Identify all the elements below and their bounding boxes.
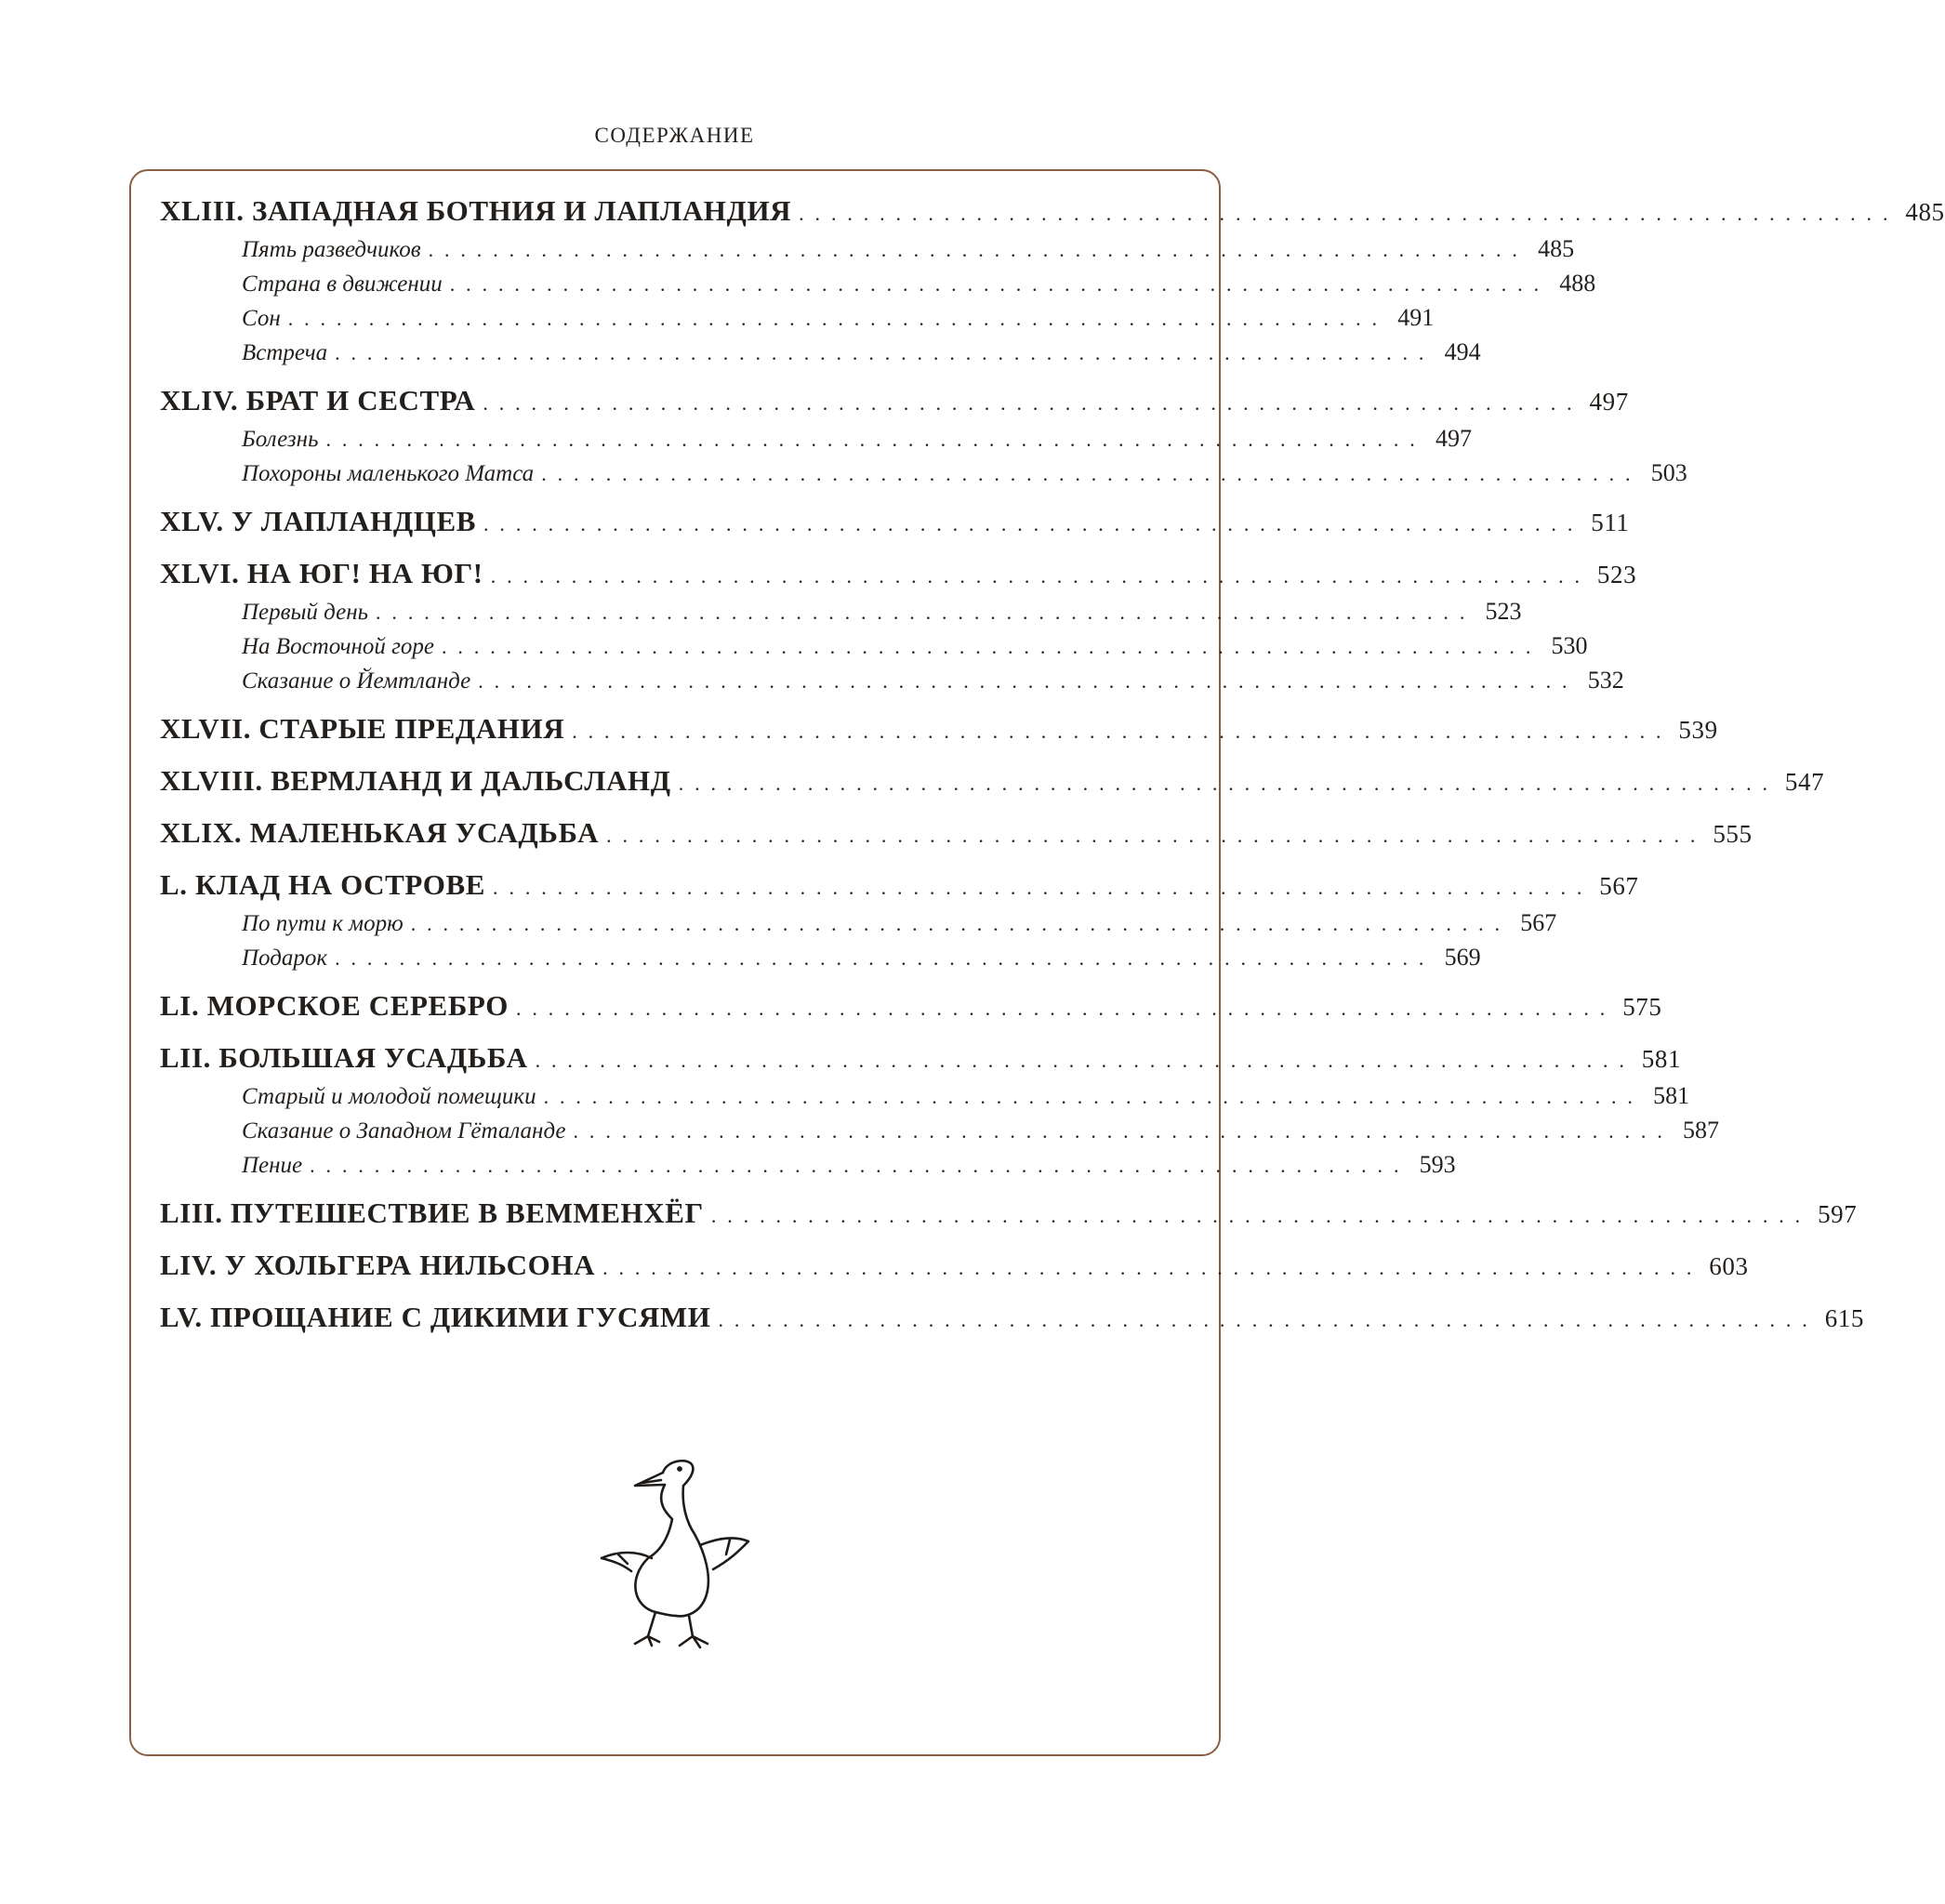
dot-leader: . . . . . . . . . . . . . . . . . . . . . . . . . . . . . . . . . . . . . . . . . . . . . . . . . . . . . . . . . . . . . . . . . . . .	[678, 772, 1771, 795]
toc-chapter-title: LII. БОЛЬШАЯ УСАДЬБА	[160, 1041, 528, 1074]
toc-subsection	[160, 456, 1687, 490]
toc-subsection-title: Похороны маленького Матса	[242, 461, 535, 486]
page-number: 597	[1818, 1200, 1858, 1228]
dot-leader: . . . . . . . . . . . . . . . . . . . . . . . . . . . . . . . . . . . . . . . . . . . . . . . . . . . . . . . . . . . . . . . . . . . .	[449, 272, 1542, 296]
toc-subsection	[160, 940, 1481, 974]
toc-chapter	[160, 553, 1637, 594]
spacer	[160, 369, 1188, 380]
page-number: 532	[1587, 667, 1624, 694]
dot-leader: . . . . . . . . . . . . . . . . . . . . . . . . . . . . . . . . . . . . . . . . . . . . . . . . . . . . . . . . . . . . . . . . . . . .	[428, 238, 1521, 261]
toc-subsection	[160, 1078, 1690, 1113]
toc-chapter	[160, 1297, 1864, 1338]
dot-leader: . . . . . . . . . . . . . . . . . . . . . . . . . . . . . . . . . . . . . . . . . . . . . . . . . . . . . . . . . . . . . . . . . . . .	[573, 1119, 1666, 1143]
dot-leader: . . . . . . . . . . . . . . . . . . . . . . . . . . . . . . . . . . . . . . . . . . . . . . . . . . . . . . . . . . . . . . . . . . . .	[287, 307, 1381, 330]
toc-chapter	[160, 985, 1662, 1026]
page-number: 530	[1551, 632, 1588, 659]
page-number: 581	[1641, 1045, 1682, 1073]
toc-subsection-title: Встреча	[242, 340, 328, 365]
toc-chapter-title: XLV. У ЛАПЛАНДЦЕВ	[160, 505, 477, 537]
toc-subsection-title: Подарок	[242, 945, 328, 971]
dot-leader: . . . . . . . . . . . . . . . . . . . . . . . . . . . . . . . . . . . . . . . . . . . . . . . . . . . . . . . . . . . . . . . . . . . .	[490, 564, 1583, 588]
page-number: 511	[1591, 509, 1630, 536]
toc-chapter	[160, 1245, 1749, 1286]
dot-leader: . . . . . . . . . . . . . . . . . . . . . . . . . . . . . . . . . . . . . . . . . . . . . . . . . . . . . . . . . . . . . . . . . . . .	[410, 912, 1503, 935]
page-number: 581	[1653, 1082, 1690, 1109]
dot-leader: . . . . . . . . . . . . . . . . . . . . . . . . . . . . . . . . . . . . . . . . . . . . . . . . . . . . . . . . . . . . . . . . . . . .	[493, 876, 1585, 899]
toc-subsection-title: Болезнь	[242, 427, 319, 452]
page-number: 485	[1905, 198, 1945, 226]
page-number: 575	[1622, 993, 1662, 1021]
toc-chapter	[160, 191, 1945, 231]
dot-leader: . . . . . . . . . . . . . . . . . . . . . . . . . . . . . . . . . . . . . . . . . . . . . . . . . . . . . . . . . . . . . . . . . . . .	[572, 720, 1664, 743]
toc-chapter-title: L. КЛАД НА ОСТРОВЕ	[160, 868, 486, 901]
table-of-contents	[160, 191, 1945, 1338]
page-number: 615	[1824, 1304, 1864, 1332]
toc-subsection-title: Сказание о Западном Гёталанде	[242, 1118, 566, 1144]
toc-chapter-title: XLVI. НА ЮГ! НА ЮГ!	[160, 557, 483, 589]
toc-subsection-title: Пять разведчиков	[242, 237, 421, 262]
dot-leader: . . . . . . . . . . . . . . . . . . . . . . . . . . . . . . . . . . . . . . . . . . . . . . . . . . . . . . . . . . . . . . . . . . . .	[335, 946, 1427, 970]
page-number: 485	[1538, 235, 1575, 262]
page-number: 547	[1784, 768, 1825, 796]
page-number: 497	[1589, 388, 1629, 416]
toc-subsection	[160, 1113, 1720, 1147]
toc-chapter	[160, 501, 1630, 542]
spacer	[160, 974, 1188, 985]
dot-leader: . . . . . . . . . . . . . . . . . . . . . . . . . . . . . . . . . . . . . . . . . . . . . . . . . . . . . . . . . . . . . . . . . . . .	[335, 341, 1427, 364]
page-number: 523	[1596, 561, 1637, 588]
toc-subsection-title: На Восточной горе	[242, 634, 435, 659]
dot-leader: . . . . . . . . . . . . . . . . . . . . . . . . . . . . . . . . . . . . . . . . . . . . . . . . . . . . . . . . . . . . . . . . . . . .	[799, 202, 1891, 225]
toc-chapter	[160, 1193, 1858, 1234]
toc-subsection	[160, 594, 1522, 628]
running-head: СОДЕРЖАНИЕ	[594, 124, 755, 147]
toc-subsection-title: Страна в движении	[242, 271, 443, 297]
toc-subsection	[160, 421, 1472, 456]
toc-chapter-title: LV. ПРОЩАНИЕ С ДИКИМИ ГУСЯМИ	[160, 1301, 711, 1333]
page-number: 491	[1397, 304, 1435, 331]
toc-subsection-title: Первый день	[242, 600, 369, 625]
spacer	[160, 490, 1188, 501]
toc-chapter-title: XLIII. ЗАПАДНАЯ БОТНИЯ И ЛАПЛАНДИЯ	[160, 194, 792, 227]
toc-subsection-title: Пение	[242, 1153, 303, 1178]
toc-chapter-title: XLIX. МАЛЕНЬКАЯ УСАДЬБА	[160, 816, 600, 849]
page-number: 488	[1559, 270, 1596, 297]
page-number: 567	[1599, 872, 1639, 900]
page-number: 494	[1444, 338, 1481, 365]
page-number: 497	[1435, 425, 1472, 452]
dot-leader: . . . . . . . . . . . . . . . . . . . . . . . . . . . . . . . . . . . . . . . . . . . . . . . . . . . . . . . . . . . . . . . . . . . .	[483, 391, 1575, 415]
toc-chapter	[160, 380, 1629, 421]
goose-illustration	[590, 1458, 786, 1658]
dot-leader: . . . . . . . . . . . . . . . . . . . . . . . . . . . . . . . . . . . . . . . . . . . . . . . . . . . . . . . . . . . . . . . . . . . .	[442, 635, 1534, 658]
toc-subsection	[160, 906, 1557, 940]
toc-subsection-title: По пути к морю	[242, 911, 404, 936]
toc-chapter-title: LIII. ПУТЕШЕСТВИЕ В ВЕММЕНХЁГ	[160, 1197, 704, 1229]
toc-chapter	[160, 813, 1753, 853]
spacer	[160, 1182, 1188, 1193]
dot-leader: . . . . . . . . . . . . . . . . . . . . . . . . . . . . . . . . . . . . . . . . . . . . . . . . . . . . . . . . . . . . . . . . . . . .	[710, 1204, 1804, 1227]
toc-subsection	[160, 335, 1481, 369]
toc-chapter-title: XLVII. СТАРЫЕ ПРЕДАНИЯ	[160, 712, 565, 745]
dot-leader: . . . . . . . . . . . . . . . . . . . . . . . . . . . . . . . . . . . . . . . . . . . . . . . . . . . . . . . . . . . . . . . . . . . .	[325, 428, 1418, 451]
dot-leader: . . . . . . . . . . . . . . . . . . . . . . . . . . . . . . . . . . . . . . . . . . . . . . . . . . . . . . . . . . . . . . . . . . . .	[606, 824, 1699, 847]
dot-leader: . . . . . . . . . . . . . . . . . . . . . . . . . . . . . . . . . . . . . . . . . . . . . . . . . . . . . . . . . . . . . . . . . . . .	[541, 462, 1634, 485]
toc-chapter-title: LIV. У ХОЛЬГЕРА НИЛЬСОНА	[160, 1249, 596, 1281]
toc-subsection-title: Сон	[242, 306, 281, 331]
toc-subsection	[160, 1147, 1456, 1182]
dot-leader: . . . . . . . . . . . . . . . . . . . . . . . . . . . . . . . . . . . . . . . . . . . . . . . . . . . . . . . . . . . . . . . . . . . .	[516, 997, 1608, 1020]
page-number: 603	[1709, 1252, 1749, 1280]
toc-chapter	[160, 865, 1639, 906]
toc-chapter	[160, 708, 1718, 749]
page-number: 567	[1520, 909, 1557, 936]
toc-subsection	[160, 300, 1435, 335]
toc-subsection	[160, 663, 1624, 697]
page-number: 593	[1419, 1151, 1456, 1178]
page-number: 523	[1485, 598, 1522, 625]
toc-chapter	[160, 760, 1825, 801]
page-number: 555	[1713, 820, 1753, 848]
toc-subsection-title: Старый и молодой помещики	[242, 1084, 536, 1109]
dot-leader: . . . . . . . . . . . . . . . . . . . . . . . . . . . . . . . . . . . . . . . . . . . . . . . . . . . . . . . . . . . . . . . . . . . .	[310, 1154, 1402, 1177]
dot-leader: . . . . . . . . . . . . . . . . . . . . . . . . . . . . . . . . . . . . . . . . . . . . . . . . . . . . . . . . . . . . . . . . . . . .	[602, 1256, 1695, 1279]
dot-leader: . . . . . . . . . . . . . . . . . . . . . . . . . . . . . . . . . . . . . . . . . . . . . . . . . . . . . . . . . . . . . . . . . . . .	[478, 669, 1570, 693]
toc-subsection	[160, 231, 1575, 266]
toc-chapter-title: XLVIII. ВЕРМЛАНД И ДАЛЬСЛАНД	[160, 764, 671, 797]
page-number: 539	[1678, 716, 1718, 744]
page-number: 587	[1683, 1117, 1720, 1144]
page-number: 569	[1444, 944, 1481, 971]
toc-subsection-title: Сказание о Йемтланде	[242, 668, 471, 694]
dot-leader: . . . . . . . . . . . . . . . . . . . . . . . . . . . . . . . . . . . . . . . . . . . . . . . . . . . . . . . . . . . . . . . . . . . .	[535, 1049, 1628, 1072]
toc-chapter-title: XLIV. БРАТ И СЕСТРА	[160, 384, 476, 416]
dot-leader: . . . . . . . . . . . . . . . . . . . . . . . . . . . . . . . . . . . . . . . . . . . . . . . . . . . . . . . . . . . . . . . . . . . .	[483, 512, 1576, 536]
dot-leader: . . . . . . . . . . . . . . . . . . . . . . . . . . . . . . . . . . . . . . . . . . . . . . . . . . . . . . . . . . . . . . . . . . . .	[376, 601, 1468, 624]
dot-leader: . . . . . . . . . . . . . . . . . . . . . . . . . . . . . . . . . . . . . . . . . . . . . . . . . . . . . . . . . . . . . . . . . . . .	[543, 1085, 1636, 1108]
toc-chapter-title: LI. МОРСКОЕ СЕРЕБРО	[160, 989, 509, 1022]
toc-subsection	[160, 628, 1588, 663]
page-number: 503	[1650, 459, 1687, 486]
toc-chapter	[160, 1038, 1682, 1078]
dot-leader: . . . . . . . . . . . . . . . . . . . . . . . . . . . . . . . . . . . . . . . . . . . . . . . . . . . . . . . . . . . . . . . . . . . .	[718, 1308, 1810, 1331]
spacer	[160, 697, 1188, 708]
toc-subsection	[160, 266, 1596, 300]
